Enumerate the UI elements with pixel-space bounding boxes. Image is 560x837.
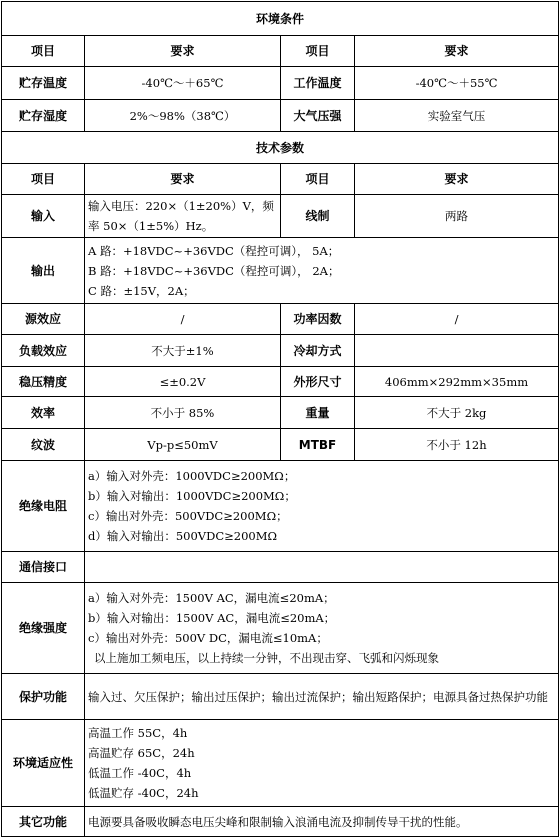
row-value: 不小于 85% — [85, 397, 281, 429]
list-item: b）输入对输出：1500V AC，漏电流≤20mA； — [88, 611, 336, 625]
wire-label: 线制 — [281, 195, 355, 238]
env-adapt-value — [85, 720, 559, 807]
list-item: b）输入对输出：1000VDC≥200MΩ； — [88, 489, 296, 503]
table-row — [2, 100, 559, 132]
row-label: 效率 — [2, 397, 85, 429]
protection-value: 输入过、欠压保护；输出过压保护；输出过流保护；输出短路保护；电源具备过热保护功能 — [85, 674, 559, 720]
list-item: d）输入对输出：500VDC≥200MΩ — [88, 529, 278, 543]
row-label: 重量 — [281, 397, 355, 429]
tech-header-req: 要求 — [85, 164, 281, 195]
row-value: -40℃～＋65℃ — [85, 67, 281, 100]
row-label: MTBF — [281, 429, 355, 461]
row-label: 贮存湿度 — [2, 100, 85, 132]
row-label: 稳压精度 — [2, 367, 85, 397]
other-label: 其它功能 — [2, 807, 85, 837]
spec-table — [1, 1, 559, 837]
tech-section-title-row — [2, 132, 559, 164]
tech-section-title: 技术参数 — [2, 132, 559, 164]
input-value: 输入电压：220×（1±20%）V，频率 50×（1±5%）Hz。 — [85, 195, 281, 238]
table-row — [2, 67, 559, 100]
row-value: 2%～98%（38℃） — [85, 100, 281, 132]
protection-row — [2, 674, 559, 720]
list-item: c）输出对外壳：500V DC，漏电流≤10mA； — [88, 631, 328, 645]
output-line-c: C 路：±15V，2A； — [88, 283, 195, 298]
env-section-title-row — [2, 2, 559, 36]
row-value: -40℃～＋55℃ — [355, 67, 559, 100]
list-item: 高温贮存 65C，24h — [88, 746, 195, 760]
row-value: ≤±0.2V — [85, 367, 281, 397]
list-item: a）输入对外壳：1500V AC，漏电流≤20mA； — [88, 591, 335, 605]
table-row — [2, 335, 559, 367]
row-label: 纹波 — [2, 429, 85, 461]
insulation-resistance-row — [2, 461, 559, 552]
other-row — [2, 807, 559, 837]
row-value: 406mm×292mm×35mm — [355, 367, 559, 397]
row-value: 不大于±1% — [85, 335, 281, 367]
comm-label: 通信接口 — [2, 552, 85, 583]
tech-header-item2: 项目 — [281, 164, 355, 195]
protection-label: 保护功能 — [2, 674, 85, 720]
env-adapt-row — [2, 720, 559, 807]
tech-header-item: 项目 — [2, 164, 85, 195]
row-value: 实验室气压 — [355, 100, 559, 132]
table-row — [2, 429, 559, 461]
list-item: a）输入对外壳：1000VDC≥200MΩ； — [88, 469, 296, 483]
comm-row — [2, 552, 559, 583]
list-item: 高温工作 55C，4h — [88, 726, 188, 740]
input-label: 输入 — [2, 195, 85, 238]
table-row — [2, 397, 559, 429]
row-label: 外形尺寸 — [281, 367, 355, 397]
table-row — [2, 367, 559, 397]
row-label: 负载效应 — [2, 335, 85, 367]
output-label: 输出 — [2, 238, 85, 304]
list-item: c）输出对外壳：500VDC≥200MΩ； — [88, 509, 288, 523]
comm-value — [85, 552, 559, 583]
insulation-strength-value — [85, 583, 559, 674]
output-line-b: B 路：+18VDC~+36VDC（程控可调）， 2A； — [88, 263, 340, 278]
insulation-strength-label: 绝缘强度 — [2, 583, 85, 674]
other-value: 电源要具备吸收瞬态电压尖峰和限制输入浪涌电流及抑制传导干扰的性能。 — [85, 807, 559, 837]
insulation-resistance-value — [85, 461, 559, 552]
row-label: 功率因数 — [281, 304, 355, 335]
env-section-title: 环境条件 — [2, 2, 559, 36]
input-row — [2, 195, 559, 238]
output-value — [85, 238, 559, 304]
env-adapt-label: 环境适应性 — [2, 720, 85, 807]
row-value — [355, 335, 559, 367]
tech-header-row — [2, 164, 559, 195]
list-item: 低温工作 -40C，4h — [88, 766, 192, 780]
insulation-resistance-label: 绝缘电阻 — [2, 461, 85, 552]
row-value: / — [355, 304, 559, 335]
row-label: 冷却方式 — [281, 335, 355, 367]
list-item: 以上施加工频电压，以上持续一分钟，不出现击穿、飞弧和闪烁现象 — [94, 651, 439, 665]
row-value: Vp-p≤50mV — [85, 429, 281, 461]
env-header-item: 项目 — [2, 36, 85, 67]
wire-value: 两路 — [355, 195, 559, 238]
row-value: / — [85, 304, 281, 335]
env-header-item2: 项目 — [281, 36, 355, 67]
insulation-strength-row — [2, 583, 559, 674]
env-header-row — [2, 36, 559, 67]
output-line-a: A 路：+18VDC~+36VDC（程控可调）， 5A； — [88, 243, 340, 258]
row-label: 工作温度 — [281, 67, 355, 100]
list-item: 低温贮存 -40C，24h — [88, 786, 199, 800]
output-row — [2, 238, 559, 304]
row-value: 不大于 2kg — [355, 397, 559, 429]
env-header-req2: 要求 — [355, 36, 559, 67]
tech-header-req2: 要求 — [355, 164, 559, 195]
row-label: 贮存温度 — [2, 67, 85, 100]
row-value: 不小于 12h — [355, 429, 559, 461]
table-row — [2, 304, 559, 335]
row-label: 大气压强 — [281, 100, 355, 132]
env-header-req: 要求 — [85, 36, 281, 67]
row-label: 源效应 — [2, 304, 85, 335]
